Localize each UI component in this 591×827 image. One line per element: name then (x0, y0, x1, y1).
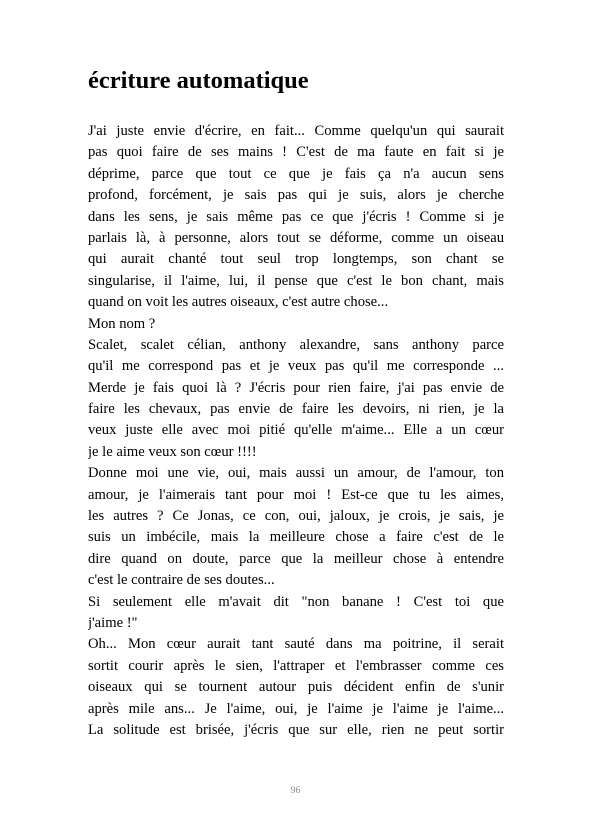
text-line: qu'il me correspond pas et je veux pas qu'il me corresponde ... (88, 358, 504, 375)
text-line: j'aime !" (88, 614, 138, 631)
text-line: qui aurait chanté tout seul trop longtemps, son chant se (88, 251, 504, 268)
text-line: amour, je l'aimerais tant pour moi ! Est-ce que tu les aimes, (88, 486, 504, 503)
text-line: parlais là, à personne, alors tout se déforme, comme un oiseau (88, 229, 504, 246)
text-line: déprime, parce que tout ce que je fais ça n'a aucun sens (88, 165, 504, 182)
text-line: Si seulement elle m'avait dit "non banane ! C'est toi que (88, 593, 504, 610)
page-title: écriture automatique (88, 67, 309, 94)
text-line: je le aime veux son cœur !!!! (88, 443, 257, 460)
text-line: Oh... Mon cœur aurait tant sauté dans ma poitrine, il serait (88, 636, 504, 653)
text-line: Merde je fais quoi là ? J'écris pour rien faire, j'ai pas envie de (88, 379, 504, 396)
text-line: J'ai juste envie d'écrire, en fait... Comme quelqu'un qui saurait (88, 123, 504, 139)
text-line: suis un imbécile, mais la meilleure chose a faire c'est de le (88, 529, 504, 546)
text-line: Scalet, scalet célian, anthony alexandre, sans anthony parce (88, 336, 504, 353)
text-line: La solitude est brisée, j'écris que sur elle, rien ne peut sortir (88, 721, 504, 738)
text-line: oiseaux qui se tournent autour puis décident enfin de s'unir (88, 679, 504, 696)
text-line: sortit courir après le sien, l'attraper et l'embrasser comme ces (88, 657, 504, 674)
body-text (88, 121, 504, 741)
text-line: les autres ? Ce Jonas, ce con, oui, jaloux, je crois, je sais, je (88, 508, 504, 525)
text-line: pas quoi faire de ses mains ! C'est de ma faute en fait si je (88, 144, 504, 161)
text-line: dans les sens, je sais même pas ce que j'écris ! Comme si je (88, 208, 504, 225)
text-line: profond, forcément, je sais pas qui je suis, alors je cherche (88, 187, 504, 204)
text-line: Donne moi une vie, oui, mais aussi un amour, de l'amour, ton (88, 465, 504, 482)
text-line: après mile ans... Je l'aime, oui, je l'aime je l'aime je l'aime... (88, 700, 504, 717)
text-line: faire les chevaux, pas envie de faire les devoirs, ni rien, je la (88, 401, 504, 418)
page-number: 96 (290, 786, 301, 796)
text-line: singularise, il l'aime, lui, il pense que c'est le bon chant, mais (88, 272, 504, 289)
text-line: c'est le contraire de ses doutes... (88, 572, 275, 589)
text-line: dire quand on doute, parce que la meilleur chose à entendre (88, 550, 504, 567)
text-line: veux juste elle avec moi pitié qu'elle m'aime... Elle a un cœur (88, 422, 504, 439)
text-line: Mon nom ? (88, 315, 156, 332)
text-line: quand on voit les autres oiseaux, c'est autre chose... (88, 294, 389, 311)
